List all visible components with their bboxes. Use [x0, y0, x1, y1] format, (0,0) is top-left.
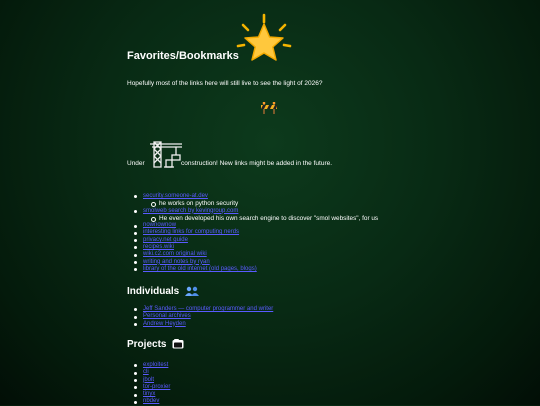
list-item-note: he works on python security	[127, 200, 378, 207]
construction-text: construction! New links might be added in the future.	[181, 160, 333, 167]
list-item[interactable]	[127, 229, 378, 236]
link-nownownow[interactable]: nownownow	[143, 222, 177, 229]
list-item[interactable]	[127, 266, 378, 273]
list-item[interactable]	[127, 313, 273, 320]
projects-heading	[127, 339, 184, 350]
list-item[interactable]	[127, 193, 378, 200]
people-icon	[185, 286, 199, 296]
list-item-note: He even developed his own search engine to discover "smol websites", for us	[127, 215, 378, 222]
individuals-heading	[127, 286, 199, 297]
link-smolweb-search[interactable]: smolweb search by kevingroup.com	[143, 207, 239, 214]
folder-icon	[172, 339, 184, 349]
projects-list	[127, 362, 170, 406]
list-item[interactable]	[127, 321, 273, 328]
link-computing-nerds[interactable]: interesting links for computing nerds	[143, 229, 240, 236]
link-project[interactable]: cli	[143, 369, 149, 376]
projects-heading-label: Projects	[127, 339, 167, 350]
link-project[interactable]: nbdev	[143, 398, 160, 405]
link-security[interactable]: security.someone-at.dev	[143, 193, 208, 199]
link-recipes[interactable]: recipes.wiki	[143, 244, 175, 251]
list-item[interactable]	[127, 391, 170, 398]
link-project[interactable]: tinyx	[143, 391, 156, 398]
link-privacy-guide[interactable]: privacy.net guide	[143, 236, 188, 243]
under-text: Under	[127, 160, 145, 167]
list-item[interactable]	[127, 244, 378, 251]
individuals-heading-label: Individuals	[127, 286, 180, 297]
link-project[interactable]: exploitest	[143, 362, 169, 368]
page-title: Favorites/Bookmarks	[127, 50, 239, 62]
list-item[interactable]	[127, 384, 170, 391]
list-item[interactable]	[127, 251, 378, 258]
links-list	[127, 193, 378, 273]
construction-crane-icon	[150, 139, 184, 169]
list-item[interactable]	[127, 259, 378, 266]
construction-notice	[127, 160, 333, 167]
list-item[interactable]	[127, 208, 378, 215]
construction-barrier-icon	[261, 102, 277, 114]
link-project[interactable]: tor-proxier	[143, 383, 171, 390]
list-item[interactable]	[127, 237, 378, 244]
link-original-wiki[interactable]: wiki.c2.com original wiki	[143, 251, 207, 258]
list-item[interactable]	[127, 362, 170, 369]
individuals-list	[127, 306, 273, 328]
link-individual[interactable]: Andrew Heyden	[143, 320, 186, 327]
link-individual[interactable]: Jeff Sanders — computer programmer and writer	[143, 306, 274, 312]
list-item[interactable]	[127, 377, 170, 384]
list-item[interactable]	[127, 369, 170, 376]
list-item[interactable]	[127, 222, 378, 229]
link-individual[interactable]: Personal archives	[143, 313, 191, 320]
link-old-internet[interactable]: library of the old internet (old pages, blogs)	[143, 265, 257, 272]
link-writing-notes[interactable]: writing and notes by ryan	[143, 258, 210, 265]
link-project[interactable]: jbolt	[143, 376, 155, 383]
intro-text: Hopefully most of the links here will still live to see the light of 2026?	[127, 80, 323, 87]
list-item[interactable]	[127, 306, 273, 313]
glowing-star-icon	[234, 13, 294, 73]
